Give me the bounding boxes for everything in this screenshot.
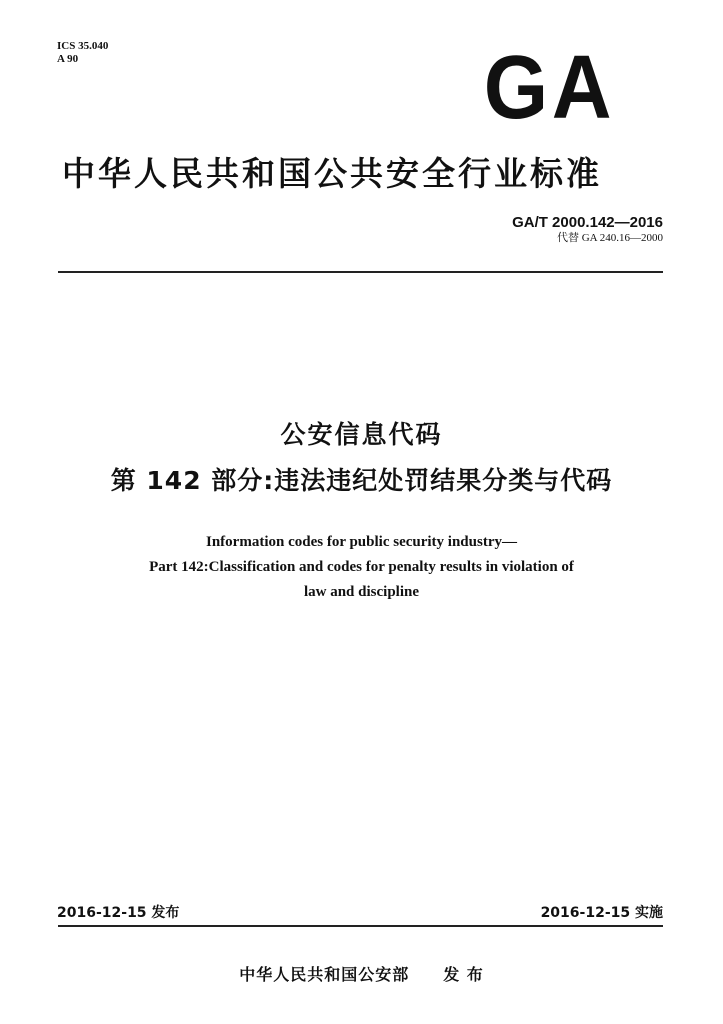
ga-logo-text: GA bbox=[483, 38, 615, 138]
ga-logo bbox=[474, 38, 624, 138]
top-divider bbox=[58, 271, 663, 273]
standard-category-title: 中华人民共和国公共安全行业标准 bbox=[62, 154, 602, 193]
ics-code: ICS 35.040 bbox=[57, 40, 109, 52]
document-title-en bbox=[0, 530, 723, 605]
classification-codes bbox=[57, 40, 108, 66]
publish-date: 2016-12-15 发布 bbox=[57, 905, 180, 921]
implementation-date: 2016-12-15 实施 bbox=[540, 905, 663, 921]
ccs-code: A 90 bbox=[57, 53, 79, 65]
document-title-cn-part: 第 142 部分:违法违纪处罚结果分类与代码 bbox=[110, 466, 613, 495]
title-en-line: Information codes for public security industry— bbox=[206, 534, 517, 550]
standard-code: GA/T 2000.142—2016 bbox=[512, 214, 663, 231]
title-en-line: Part 142:Classification and codes for penalty results in violation of bbox=[149, 559, 574, 575]
issuer-line bbox=[0, 962, 723, 985]
issuer-name: 中华人民共和国公安部 bbox=[239, 965, 410, 984]
document-title-cn-main: 公安信息代码 bbox=[280, 420, 443, 449]
issue-action: 发 布 bbox=[443, 965, 484, 984]
title-en-line: law and discipline bbox=[303, 584, 420, 600]
bottom-divider bbox=[58, 925, 663, 927]
replaced-standard: 代替 GA 240.16—2000 bbox=[556, 232, 663, 244]
